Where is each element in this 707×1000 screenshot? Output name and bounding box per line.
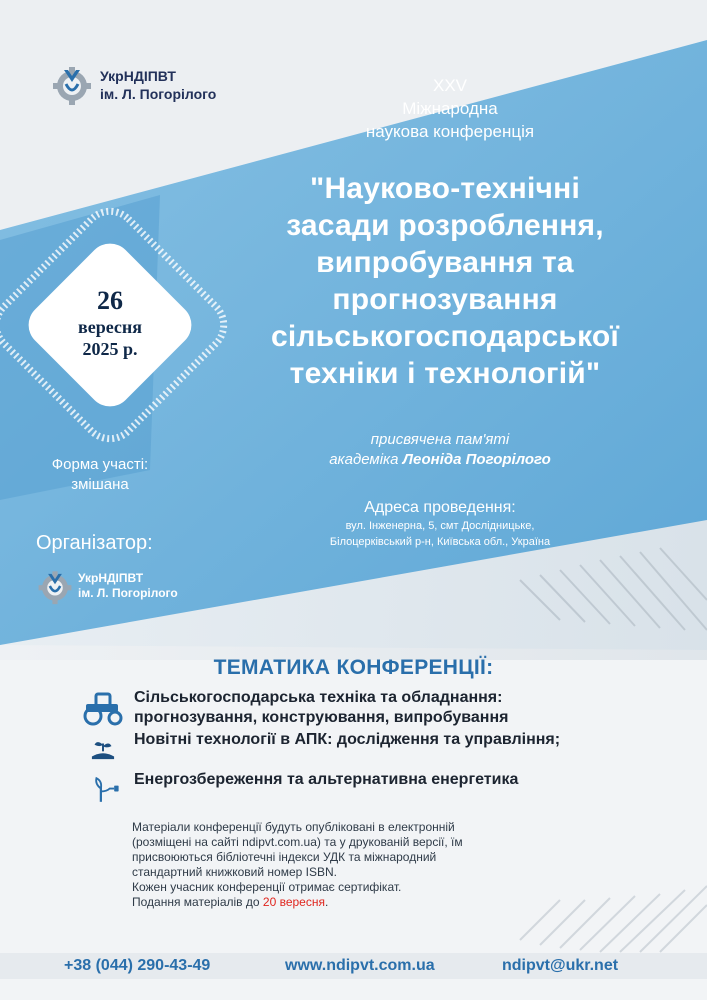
topic-item bbox=[80, 688, 680, 734]
date-day: 26 bbox=[97, 286, 123, 315]
info-line: (розміщені на сайті ndipvt.com.ua) та у друкованій версії, їм bbox=[132, 835, 463, 849]
event-date bbox=[40, 286, 180, 360]
gear-emblem-icon bbox=[36, 567, 74, 605]
title-line: засади розроблення, bbox=[286, 209, 604, 242]
dedication-line2 bbox=[250, 450, 630, 470]
organization-logo-bottom bbox=[36, 565, 206, 609]
organization-name: УкрНДІПВТ bbox=[78, 571, 144, 585]
topics-heading: ТЕМАТИКА КОНФЕРЕНЦІЇ: bbox=[213, 656, 494, 679]
title-line: техніки і технологій" bbox=[289, 357, 601, 390]
gear-emblem-icon bbox=[50, 62, 94, 106]
address-heading: Адреса проведення: bbox=[364, 499, 516, 516]
participation-label: Форма участі: bbox=[51, 456, 149, 473]
topic-line: Сільськогосподарська техніка та обладнання: bbox=[134, 689, 503, 706]
conference-number: XXV bbox=[432, 76, 468, 95]
info-line: присвоюються бібліотечні індекси УДК та міжнародний bbox=[132, 850, 437, 864]
sprout-hand-icon bbox=[88, 730, 118, 770]
address-line1: вул. Інженерна, 5, смт Дослідницьке, bbox=[345, 520, 535, 532]
email-link[interactable]: ndipvt@ukr.net bbox=[502, 957, 619, 974]
title-line: випробування та bbox=[316, 246, 574, 279]
conference-header bbox=[300, 74, 600, 143]
tractor-icon bbox=[80, 688, 126, 728]
address-line2: Білоцерківський р-н, Київська обл., Україна bbox=[329, 536, 551, 548]
conference-kind-line1: Міжнародна bbox=[402, 99, 498, 118]
venue-address bbox=[290, 498, 590, 550]
participation-value: змішана bbox=[71, 476, 129, 493]
organization-subname: ім. Л. Погорілого bbox=[100, 85, 217, 102]
website-link[interactable]: www.ndipvt.com.ua bbox=[285, 957, 435, 974]
date-year: 2025 р. bbox=[82, 339, 138, 359]
conference-kind-line2: наукова конференція bbox=[365, 122, 535, 141]
dedication bbox=[250, 430, 630, 470]
organization-subname: ім. Л. Погорілого bbox=[78, 586, 178, 600]
topic-item bbox=[80, 770, 680, 816]
info-line: стандартний книжковий номер ISBN. bbox=[132, 865, 337, 879]
info-line: Матеріали конференції будуть опубліковані в електронній bbox=[132, 820, 455, 834]
organization-logo-top bbox=[50, 62, 250, 112]
conference-title bbox=[210, 170, 680, 392]
dedication-name: Леоніда Погорілого bbox=[402, 451, 551, 468]
info-line: Кожен учасник конференції отримає сертифікат. bbox=[132, 880, 402, 894]
topic-line: прогнозування, конструювання, випробування bbox=[134, 709, 509, 726]
title-line: "Науково-технічні bbox=[310, 172, 580, 205]
topic-line: Енергозбереження та альтернативна енергетика bbox=[134, 771, 519, 788]
date-month: вересня bbox=[77, 317, 143, 337]
publication-info bbox=[132, 820, 602, 910]
phone-number[interactable]: +38 (044) 290-43-49 bbox=[64, 957, 211, 974]
deadline-date: 20 вересня bbox=[262, 895, 325, 909]
title-line: сільськогосподарської bbox=[270, 320, 620, 353]
participation-form bbox=[30, 455, 170, 495]
deadline-suffix: . bbox=[324, 895, 329, 909]
info-line-deadline bbox=[132, 895, 602, 910]
deadline-prefix: Подання матеріалів до bbox=[132, 895, 263, 909]
title-line: прогнозування bbox=[332, 283, 558, 316]
topic-line: Новітні технології в АПК: дослідження та управління; bbox=[134, 731, 561, 748]
energy-plant-icon bbox=[92, 770, 126, 810]
dedication-prefix: академіка bbox=[329, 451, 403, 468]
organization-name: УкрНДІПВТ bbox=[100, 68, 176, 84]
dedication-line1: присвячена пам'яті bbox=[370, 431, 510, 448]
contacts-footer bbox=[0, 953, 707, 979]
organizer-label: Організатор: bbox=[36, 532, 153, 554]
